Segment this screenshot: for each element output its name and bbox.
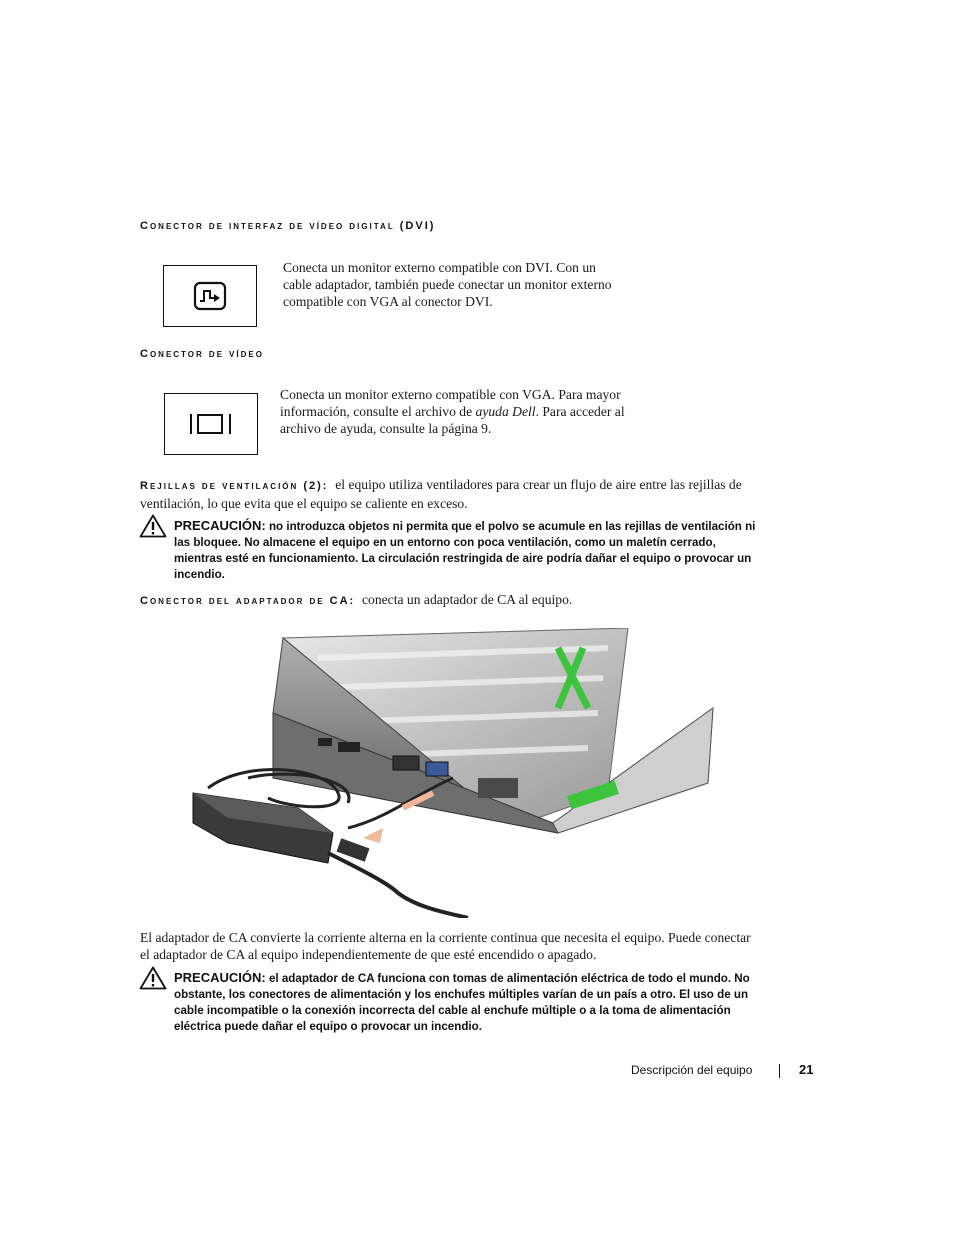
caution-icon xyxy=(139,514,167,543)
video-port-icon xyxy=(164,393,258,455)
caution-1-text: no introduzca objetos ni permita que el polvo se acumule en las rejillas de ventilación ni las bloquee. No almacene el equipo en un entorno con poca ventilación, como un maletín cerrado, mientras esté en funcionamiento. La circulación restringida de aire podría dañar el equipo o provocar un incendio. xyxy=(174,520,756,581)
video-description xyxy=(280,386,630,437)
footer-section-title: Descripción del equipo xyxy=(631,1063,753,1077)
ac-paragraph xyxy=(140,591,760,610)
caution-2-text: el adaptador de CA funciona con tomas de alimentación eléctrica de todo el mundo. No obstante, los conectores de alimentación y los enchufes múltiples varían de un país a otro. El uso de un cable incompatible o la conexión incorrecta del cable al enchufe múltiple o a la toma de alimentación eléctrica puede dañar el equipo o provocar un incendio. xyxy=(174,972,750,1033)
caution-2-label: PRECAUCIÓN: xyxy=(174,970,266,985)
dvi-description: Conecta un monitor externo compatible con DVI. Con un cable adaptador, también puede conectar un monitor externo compatible con VGA al conector DVI. xyxy=(283,260,612,309)
caution-2 xyxy=(174,970,764,1035)
dvi-port-icon xyxy=(163,265,257,327)
video-text-start: Conecta un monitor externo compatible con VGA. Para mayor información, consulte el archivo de xyxy=(280,387,621,419)
adapter-paragraph: El adaptador de CA convierte la corriente alterna en la corriente continua que necesita el equipo. Puede conectar el adaptador de CA al equipo independientemente de que esté encendido o apagado. xyxy=(140,930,751,962)
caution-1 xyxy=(174,518,764,583)
caution-icon xyxy=(139,966,167,995)
vents-paragraph xyxy=(140,476,760,512)
dell-help-reference: ayuda Dell xyxy=(475,404,536,419)
caution-1-label: PRECAUCIÓN: xyxy=(174,518,266,533)
laptop-ac-adapter-illustration xyxy=(188,628,718,918)
ac-text: conecta un adaptador de CA al equipo. xyxy=(362,592,573,607)
video-text-end: . Para acceder al archivo de ayuda, consulte la página 9. xyxy=(280,404,625,436)
footer-divider xyxy=(779,1064,780,1078)
page-number: 21 xyxy=(799,1062,814,1077)
vents-text: el equipo utiliza ventiladores para crear un flujo de aire entre las rejillas de ventilación, lo que evita que el equipo se caliente en exceso. xyxy=(140,477,742,511)
video-heading: Conector de vídeo xyxy=(140,348,264,360)
ac-heading: Conector del adaptador de CA: xyxy=(140,595,356,607)
vents-heading: Rejillas de ventilación (2): xyxy=(140,480,329,492)
dvi-heading: Conector de interfaz de vídeo digital (DVI) xyxy=(140,220,436,232)
